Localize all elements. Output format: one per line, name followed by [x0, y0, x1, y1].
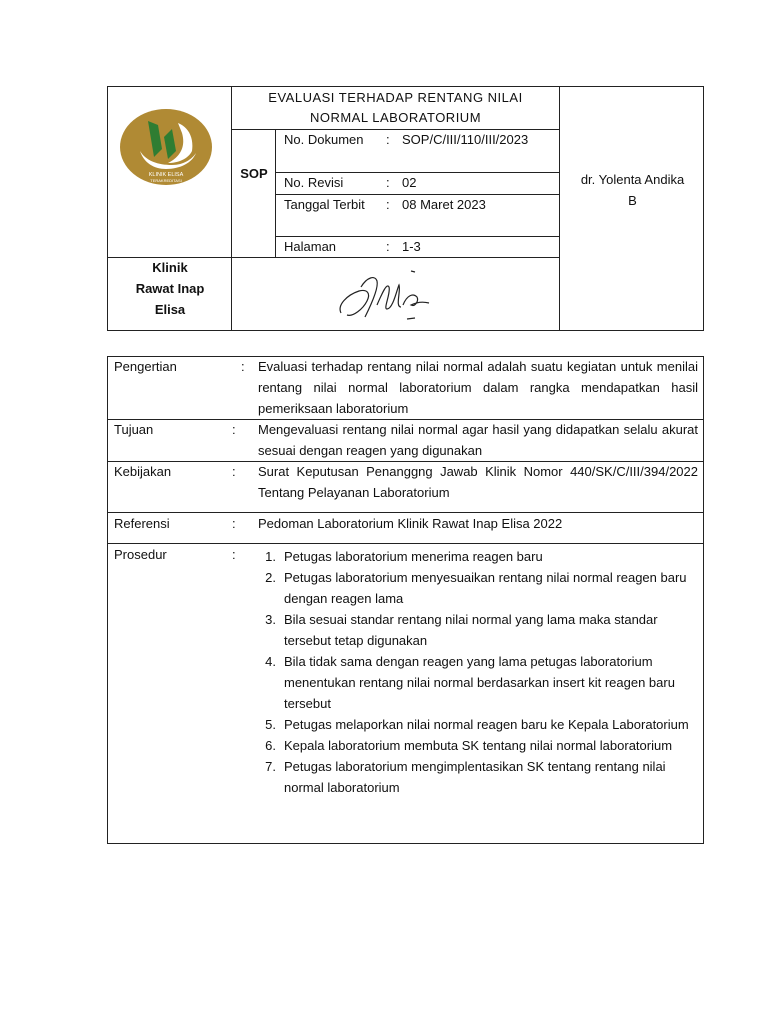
procedure-step: 3. Bila sesuai standar rentang nilai normal yang lama maka standar tersebut tetap digunakan [265, 612, 658, 648]
sop-content-table [107, 356, 704, 844]
section-label-kebijakan: Kebijakan [114, 464, 172, 479]
procedure-list [254, 546, 700, 798]
field-colon: : [386, 197, 390, 212]
field-value-halaman: 1-3 [402, 239, 421, 254]
signature-image [333, 265, 453, 325]
section-text-tujuan: Mengevaluasi rentang nilai normal agar hasil yang didapatkan selalu akurat sesuai dengan reagen yang digunakan [258, 422, 698, 458]
field-value-no-revisi: 02 [402, 175, 417, 190]
sop-header-table [107, 86, 704, 331]
field-label-no-revisi: No. Revisi [284, 175, 344, 190]
section-colon: : [232, 422, 236, 437]
section-colon: : [241, 359, 245, 374]
logo-text-sub: TERAKREDITASI [150, 178, 182, 183]
field-colon: : [386, 132, 390, 147]
section-colon: : [232, 464, 236, 479]
section-colon: : [232, 547, 236, 562]
procedure-step: 1. Petugas laboratorium menerima reagen baru [265, 549, 543, 564]
section-text-referensi: Pedoman Laboratorium Klinik Rawat Inap Elisa 2022 [258, 516, 563, 531]
field-label-halaman: Halaman [284, 239, 337, 254]
procedure-step: 4. Bila tidak sama dengan reagen yang lama petugas laboratorium menentukan rentang nilai normal berdasarkan insert kit reagen baru tersebut [265, 654, 675, 711]
sop-label: SOP [240, 166, 268, 181]
section-text-kebijakan: Surat Keputusan Penanggng Jawab Klinik Nomor 440/SK/C/III/394/2022 Tentang Pelayanan Laboratorium [258, 464, 698, 500]
procedure-step: 6. Kepala laboratorium membuta SK tentang nilai normal laboratorium [265, 738, 673, 753]
procedure-step: 7. Petugas laboratorium mengimplentasikan SK tentang rentang nilai normal laboratorium [265, 759, 666, 795]
section-label-pengertian: Pengertian [114, 359, 177, 374]
clinic-name: Klinik Rawat Inap Elisa [135, 260, 205, 317]
procedure-step: 5. Petugas melaporkan nilai normal reagen baru ke Kepala Laboratorium [265, 717, 689, 732]
section-label-prosedur: Prosedur [114, 547, 167, 562]
section-label-referensi: Referensi [114, 516, 170, 531]
field-label-no-dokumen: No. Dokumen [284, 132, 364, 147]
field-label-tanggal-terbit: Tanggal Terbit [284, 197, 365, 212]
field-colon: : [386, 175, 390, 190]
document-title: EVALUASI TERHADAP RENTANG NILAI NORMAL LABORATORIUM [268, 90, 523, 125]
section-colon: : [232, 516, 236, 531]
section-label-tujuan: Tujuan [114, 422, 154, 437]
field-value-no-dokumen: SOP/C/III/110/III/2023 [402, 132, 529, 147]
procedure-step: 2. Petugas laboratorium menyesuaikan rentang nilai normal reagen baru dengan reagen lama [265, 570, 687, 606]
field-value-tanggal-terbit: 08 Maret 2023 [402, 197, 486, 212]
field-colon: : [386, 239, 390, 254]
clinic-logo [118, 107, 214, 187]
signer-name: dr. Yolenta Andika B [580, 172, 685, 208]
section-text-pengertian: Evaluasi terhadap rentang nilai normal adalah suatu kegiatan untuk menilai rentang nilai normal laboratorium dalam rangka mendapatkan hasil pemeriksaan laboratorium [258, 359, 698, 416]
logo-text-main: KLINIK ELISA [148, 172, 184, 178]
